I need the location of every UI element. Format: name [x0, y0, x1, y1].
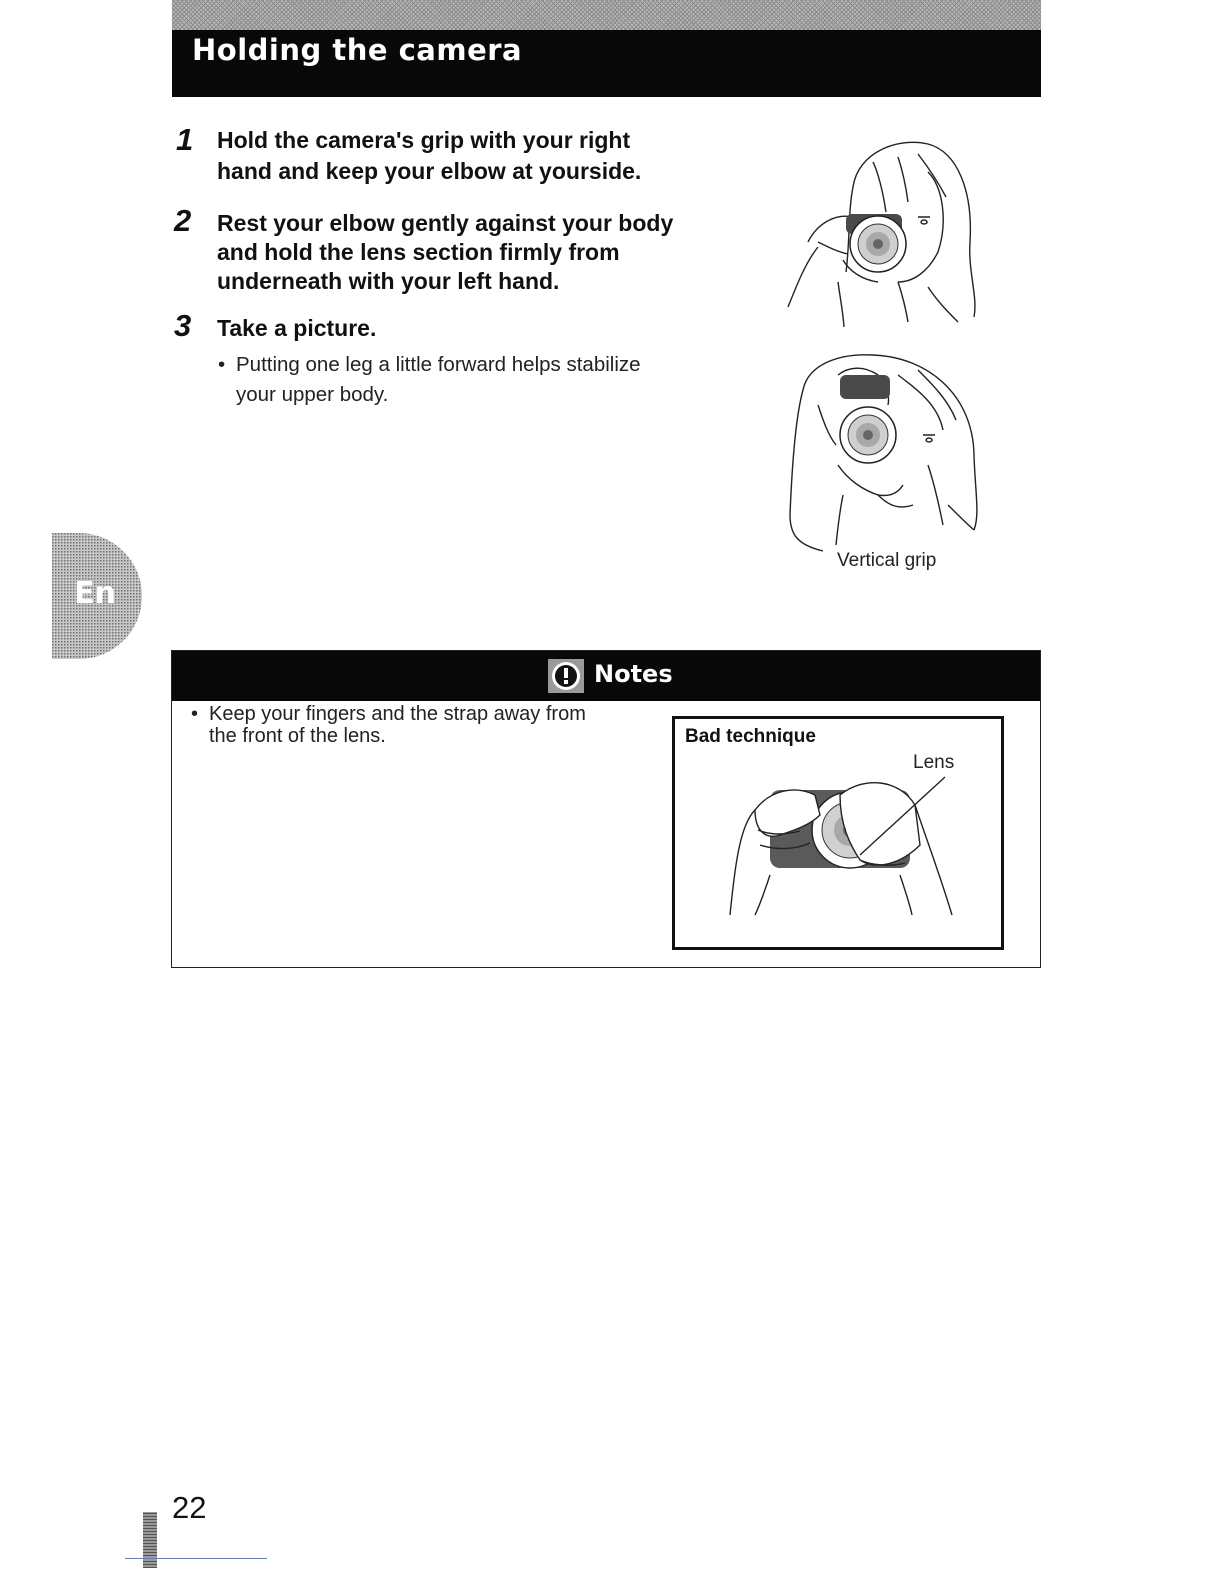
page-number-marker — [143, 1512, 157, 1568]
page-number: 22 — [172, 1490, 207, 1525]
step-1-line-2: hand and keep your elbow at yourside. — [217, 158, 642, 184]
warning-icon — [548, 659, 584, 693]
notes-bullet-line-2: the front of the lens. — [209, 725, 386, 747]
step-3-bullet — [218, 350, 738, 410]
step-1-number: 1 — [176, 122, 194, 157]
title-band-pattern — [172, 0, 1041, 30]
notes-bullet-line-1: Keep your fingers and the strap away from — [209, 703, 586, 725]
vertical-grip-illustration — [778, 345, 988, 560]
step-3-number: 3 — [174, 308, 192, 343]
footer-rule — [125, 1558, 267, 1559]
notes-title: Notes — [594, 660, 673, 688]
step-3-line-1: Take a picture. — [217, 315, 377, 341]
step-2-line-1: Rest your elbow gently against your body — [217, 210, 674, 236]
bad-technique-title: Bad technique — [685, 726, 816, 747]
step-1-text — [217, 126, 641, 186]
lens-label: Lens — [913, 752, 955, 773]
bullet-dot: • — [218, 353, 226, 376]
language-tab-label: En — [74, 576, 116, 611]
page-title: Holding the camera — [192, 33, 523, 67]
step-1-line-1: Hold the camera's grip with your right — [217, 127, 631, 153]
bullet-dot: • — [191, 703, 199, 725]
step-3-bullet-line-1: Putting one leg a little forward helps stabilize — [236, 353, 641, 376]
horizontal-grip-illustration — [778, 132, 988, 327]
step-2-text — [217, 209, 673, 296]
notes-bullet — [191, 703, 641, 747]
step-2-number: 2 — [174, 203, 192, 238]
step-3-text — [217, 314, 376, 343]
step-2-line-2: and hold the lens section firmly from — [217, 239, 620, 265]
vertical-grip-caption: Vertical grip — [837, 550, 937, 571]
step-2-line-3: underneath with your left hand. — [217, 268, 560, 294]
step-3-bullet-line-2: your upper body. — [236, 383, 389, 406]
bad-technique-illustration — [700, 755, 970, 920]
